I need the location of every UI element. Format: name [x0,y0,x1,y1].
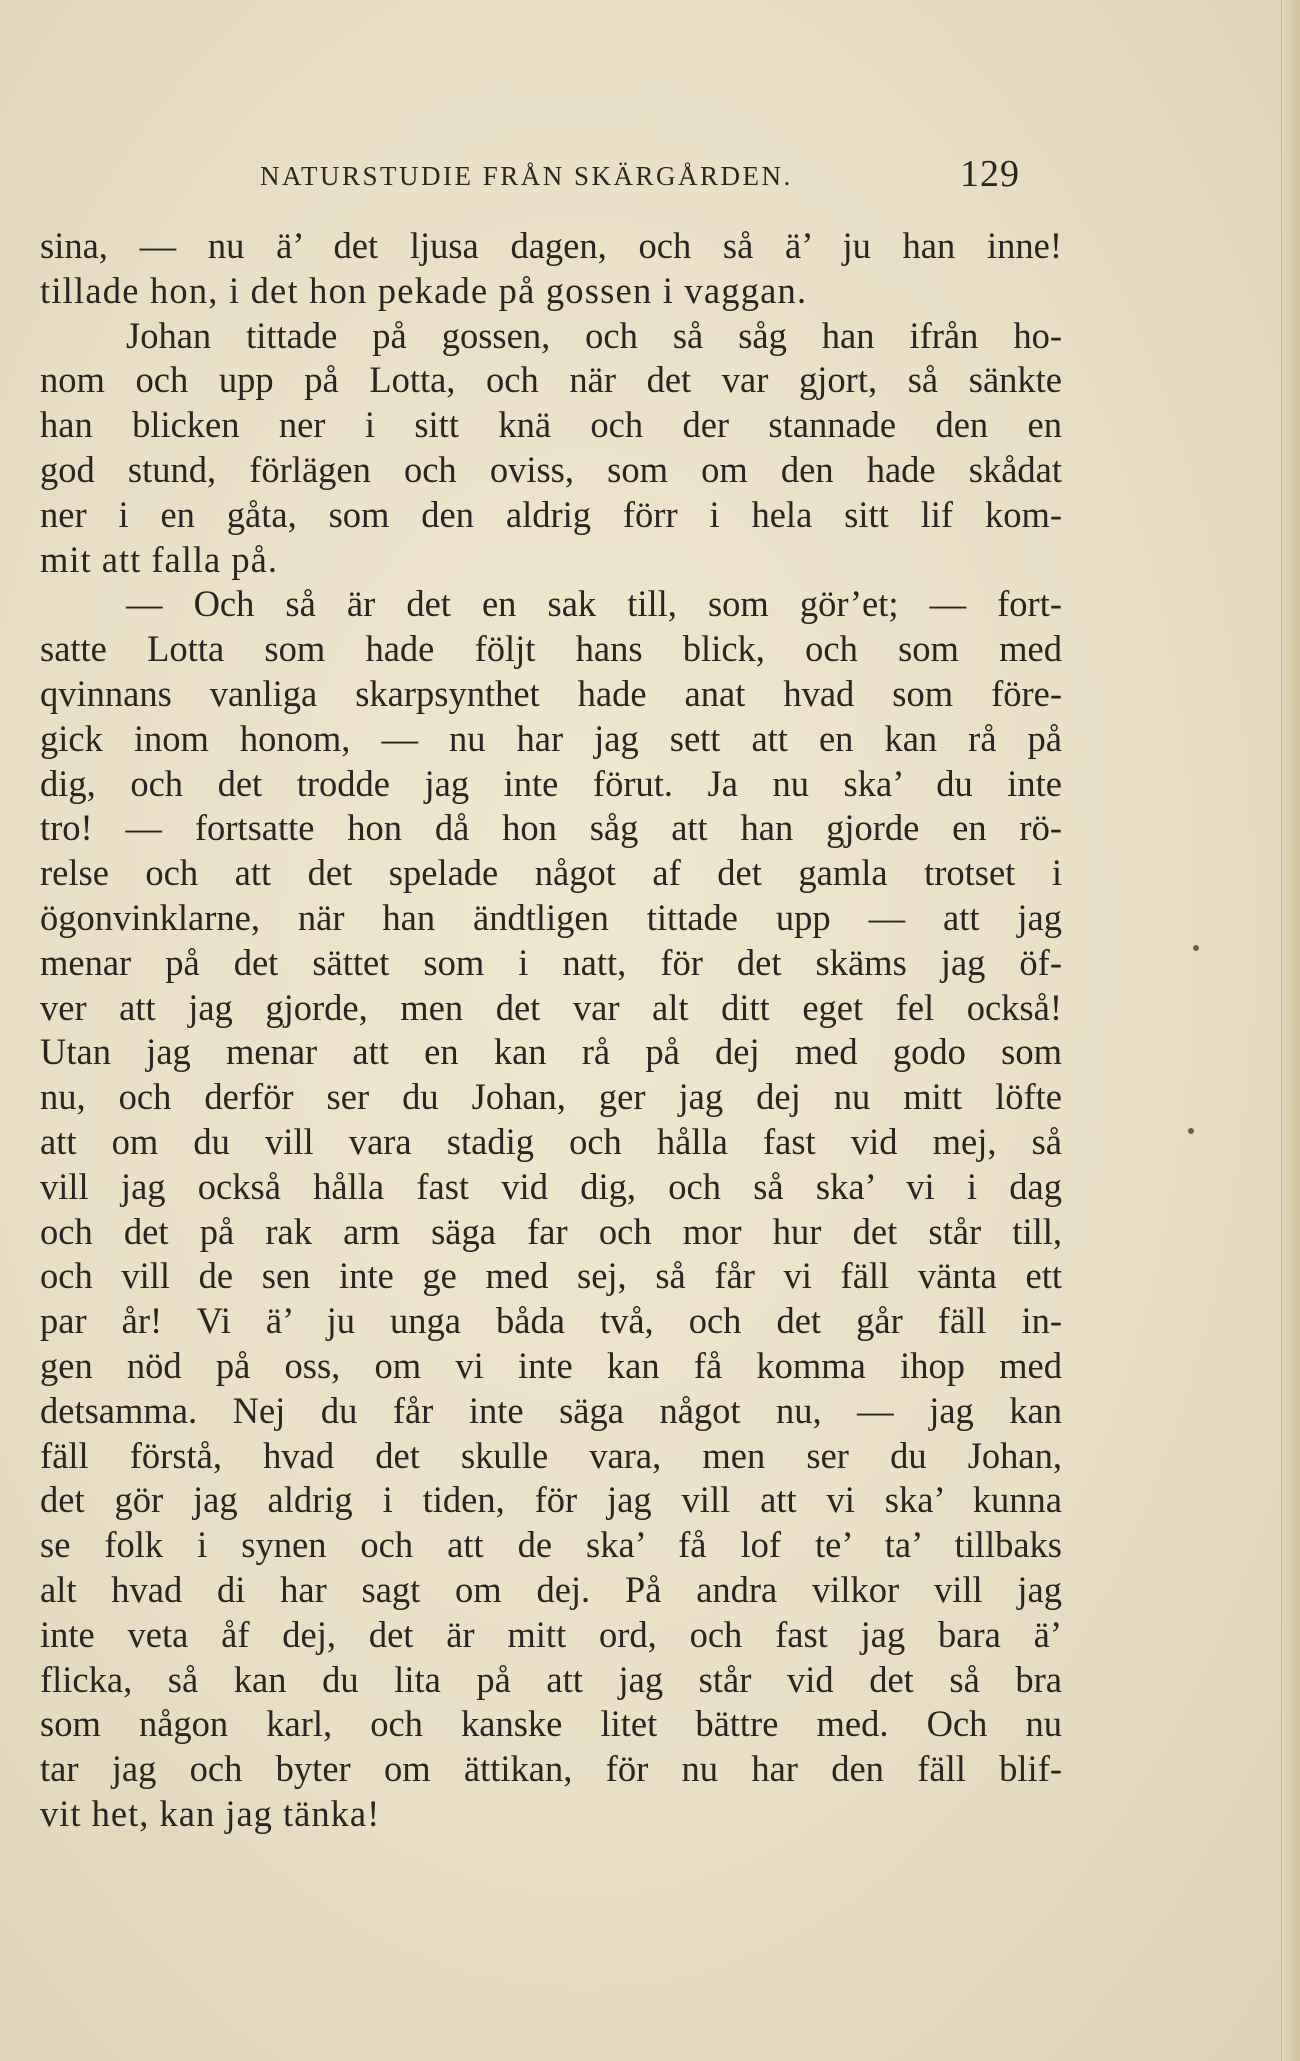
text-line: vill jag också hålla fast vid dig, och så ska’ vi i dag [40,1165,1062,1207]
text-line: tillade hon, i det hon pekade på gossen i vaggan. [40,269,808,311]
text-line: han blicken ner i sitt knä och der stannade den en [40,404,1062,446]
text-line: se folk i synen och att de ska’ få lof te’ ta’ tillbaks [40,1524,1062,1566]
page-header [260,148,1020,195]
text-line: och det på rak arm säga far och mor hur det står till, [40,1210,1062,1252]
text-line: att om du vill vara stadig och hålla fast vid mej, så [40,1120,1062,1162]
text-line: relse och att det spelade något af det gamla trotset i [40,852,1062,894]
page-number: 129 [960,153,1020,195]
text-line: gen nöd på oss, om vi inte kan få komma ihop med [40,1344,1062,1386]
text-line: Johan tittade på gossen, och så såg han ifrån ho- [126,314,1062,356]
running-title: NATURSTUDIE FRÅN SKÄRGÅRDEN. [260,161,793,191]
text-line: tro! — fortsatte hon då hon såg att han gjorde en rö- [40,807,1062,849]
text-line: och vill de sen inte ge med sej, så får vi fäll vänta ett [40,1255,1062,1297]
text-line: mit att falla på. [40,538,278,580]
text-line: vit het, kan jag tänka! [40,1792,381,1834]
text-line: dig, och det trodde jag inte förut. Ja nu ska’ du inte [40,762,1062,804]
text-line: god stund, förlägen och oviss, som om den hade skådat [40,448,1062,490]
text-line: flicka, så kan du lita på att jag står vid det så bra [40,1658,1062,1700]
text-line: satte Lotta som hade följt hans blick, och som med [40,628,1062,670]
text-line: tar jag och byter om ättikan, för nu har den fäll blif- [40,1748,1062,1790]
text-line: sina, — nu ä’ det ljusa dagen, och så ä’ ju han inne! [40,225,1062,266]
text-line: ögonvinklarne, när han ändtligen tittade upp — att jag [40,896,1062,938]
text-line: det gör jag aldrig i tiden, för jag vill att vi ska’ kunna [40,1479,1062,1521]
text-line: nu, och derför ser du Johan, ger jag dej nu mitt löfte [40,1076,1062,1118]
text-line: detsamma. Nej du får inte säga något nu, — jag kan [40,1389,1062,1431]
body-text [40,224,1062,1837]
paper-speck [1193,945,1199,951]
text-line: qvinnans vanliga skarpsynthet hade anat hvad som före- [40,672,1062,714]
text-line: ver att jag gjorde, men det var alt ditt eget fel också! [40,986,1062,1028]
page-edge [1281,0,1300,2061]
text-line: — Och så är det en sak till, som gör’et; — fort- [126,583,1062,625]
text-line: nom och upp på Lotta, och när det var gjort, så sänkte [40,359,1062,401]
text-line: som någon karl, och kanske litet bättre med. Och nu [40,1703,1062,1745]
text-line: par år! Vi ä’ ju unga båda två, och det går fäll in- [40,1300,1062,1342]
text-line: menar på det sättet som i natt, för det skäms jag öf- [40,941,1062,983]
text-line: ner i en gåta, som den aldrig förr i hela sitt lif kom- [40,493,1062,535]
text-line: alt hvad di har sagt om dej. På andra vilkor vill jag [40,1568,1062,1610]
text-line: gick inom honom, — nu har jag sett att en kan rå på [40,717,1062,759]
text-line: fäll förstå, hvad det skulle vara, men ser du Johan, [40,1434,1062,1476]
text-line: inte veta åf dej, det är mitt ord, och fast jag bara ä’ [40,1613,1062,1655]
text-line: Utan jag menar att en kan rå på dej med godo som [40,1031,1062,1073]
paper-speck [1188,1128,1194,1134]
